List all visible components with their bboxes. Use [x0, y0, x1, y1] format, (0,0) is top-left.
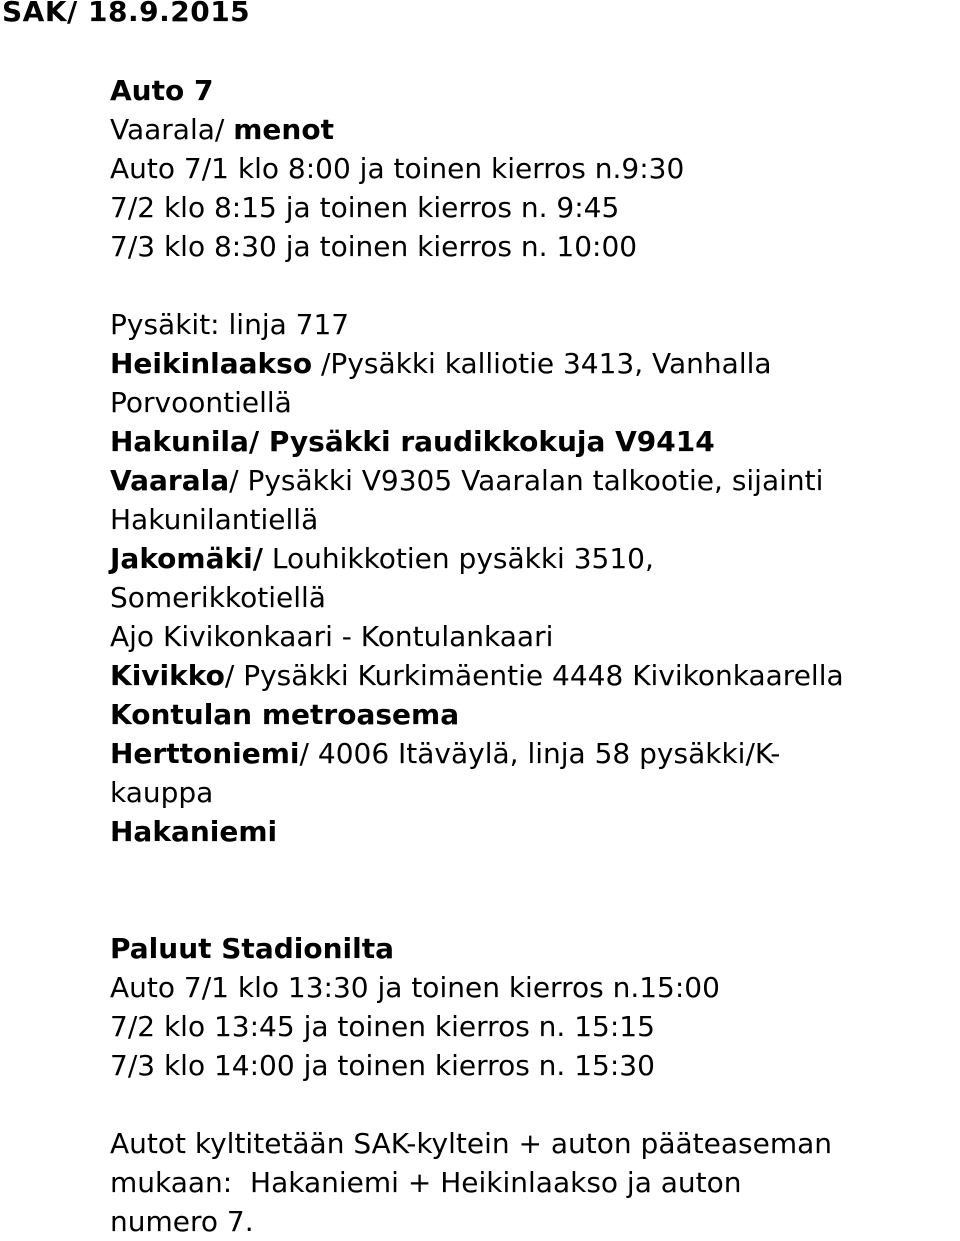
stop-vaarala-name: Vaarala [110, 464, 230, 497]
stop-jakomaki-name: Jakomäki/ [110, 542, 263, 575]
spacer [110, 266, 960, 305]
outbound-time-3: 7/3 klo 8:30 ja toinen kierros n. 10:00 [110, 230, 638, 263]
note-line-2: mukaan: Hakaniemi + Heikinlaakso ja auton [110, 1166, 742, 1199]
stop-heikinlaakso-name: Heikinlaakso [110, 347, 313, 380]
stop-kontula: Kontulan metroasema [110, 698, 460, 731]
stop-kivikko-detail: / Pysäkki Kurkimäentie 4448 Kivikonkaarella [224, 659, 844, 692]
outbound-route-direction: menot [233, 113, 334, 146]
spacer [110, 1085, 960, 1124]
return-time-1: Auto 7/1 klo 13:30 ja toinen kierros n.15:00 [110, 971, 720, 1004]
outbound-route [110, 110, 960, 149]
stop-hakunila: Hakunila/ Pysäkki raudikkokuja V9414 [110, 425, 715, 458]
stop-heikinlaakso-detail: /Pysäkki kalliotie 3413, Vanhalla [312, 347, 772, 380]
document-body [110, 71, 960, 1241]
note-line-3: numero 7. [110, 1205, 254, 1238]
outbound-time-1: Auto 7/1 klo 8:00 ja toinen kierros n.9:30 [110, 152, 685, 185]
outbound-heading: Auto 7 [110, 74, 214, 107]
return-time-3: 7/3 klo 14:00 ja toinen kierros n. 15:30 [110, 1049, 655, 1082]
stop-heikinlaakso-detail-cont: Porvoontiellä [110, 386, 292, 419]
route-drive-note: Ajo Kivikonkaari - Kontulankaari [110, 620, 554, 653]
stop-heikinlaakso [110, 344, 960, 383]
stop-herttoniemi-detail: / 4006 Itäväylä, linja 58 pysäkki/K- [299, 737, 781, 770]
stop-jakomaki-detail-cont: Somerikkotiellä [110, 581, 326, 614]
outbound-route-prefix: Vaarala/ [110, 113, 234, 146]
stop-vaarala [110, 461, 960, 500]
stop-kivikko-name: Kivikko [110, 659, 225, 692]
note-line-1: Autot kyltitetään SAK-kyltein + auton pääteaseman [110, 1127, 832, 1160]
stop-vaarala-detail-cont: Hakunilantiellä [110, 503, 319, 536]
stops-title: Pysäkit: linja 717 [110, 308, 350, 341]
stop-hakaniemi: Hakaniemi [110, 815, 278, 848]
stop-herttoniemi [110, 734, 960, 773]
outbound-time-2: 7/2 klo 8:15 ja toinen kierros n. 9:45 [110, 191, 620, 224]
stop-herttoniemi-detail-cont: kauppa [110, 776, 214, 809]
return-time-2: 7/2 klo 13:45 ja toinen kierros n. 15:15 [110, 1010, 655, 1043]
returns-heading: Paluut Stadionilta [110, 932, 394, 965]
stop-jakomaki [110, 539, 960, 578]
document-date-header: SAK/ 18.9.2015 [2, 0, 251, 28]
stop-vaarala-detail: / Pysäkki V9305 Vaaralan talkootie, sijainti [229, 464, 824, 497]
stop-kivikko [110, 656, 960, 695]
stop-jakomaki-detail: Louhikkotien pysäkki 3510, [262, 542, 654, 575]
spacer [110, 851, 960, 929]
stop-herttoniemi-name: Herttoniemi [110, 737, 300, 770]
